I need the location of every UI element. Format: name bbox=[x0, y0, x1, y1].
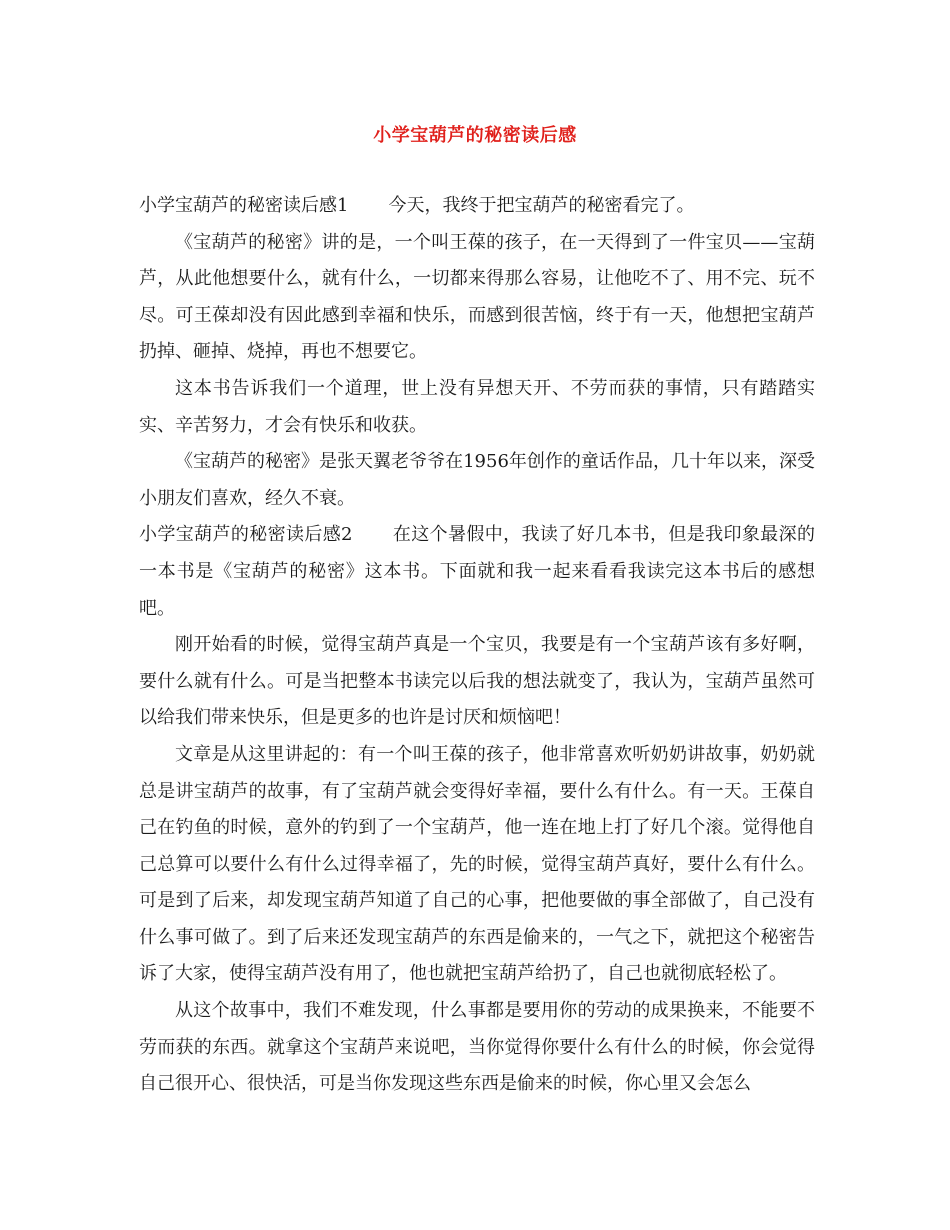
section-1-paragraph-1: 《宝葫芦的秘密》讲的是，一个叫王葆的孩子，在一天得到了一件宝贝——宝葫芦，从此他想要什么，就有什么，一切都来得那么容易，让他吃不了、用不完、玩不尽。可王葆却没有因此感到幸福和快乐，而感到很苦恼，终于有一天，他想把宝葫芦扔掉、砸掉、烧掉，再也不想要它。 bbox=[139, 231, 815, 363]
section-1-paragraph-3: 《宝葫芦的秘密》是张天翼老爷爷在1956年创作的童话作品，几十年以来，深受小朋友们喜欢，经久不衰。 bbox=[139, 451, 815, 509]
section-2-paragraph-1: 刚开始看的时候，觉得宝葫芦真是一个宝贝，我要是有一个宝葫芦该有多好啊，要什么就有什么。可是当把整本书读完以后我的想法就变了，我认为，宝葫芦虽然可以给我们带来快乐，但是更多的也许是讨厌和烦恼吧！ bbox=[139, 634, 815, 729]
section-2-heading: 小学宝葫芦的秘密读后感2 bbox=[139, 524, 353, 546]
document-title: 小学宝葫芦的秘密读后感 bbox=[373, 125, 577, 146]
section-2-heading-line bbox=[139, 517, 815, 627]
section-1-lead: 今天，我终于把宝葫芦的秘密看完了。 bbox=[388, 195, 695, 216]
document-body bbox=[139, 188, 815, 1103]
section-1-heading: 小学宝葫芦的秘密读后感1 bbox=[139, 195, 349, 216]
section-1-heading-line bbox=[139, 188, 815, 225]
section-1-paragraph-2: 这本书告诉我们一个道理，世上没有异想天开、不劳而获的事情，只有踏踏实实、辛苦努力，才会有快乐和收获。 bbox=[139, 377, 815, 436]
section-2-paragraph-3: 从这个故事中，我们不难发现，什么事都是要用你的劳动的成果换来，不能要不劳而获的东西。就拿这个宝葫芦来说吧，当你觉得你要什么有什么的时候，你会觉得自己很开心、很快活，可是当你发现这些东西是偷来的时候，你心里又会怎么 bbox=[139, 1000, 815, 1095]
section-2-paragraph-2: 文章是从这里讲起的：有一个叫王葆的孩子，他非常喜欢听奶奶讲故事，奶奶就总是讲宝葫芦的故事，有了宝葫芦就会变得好幸福，要什么有什么。有一天。王葆自己在钓鱼的时候，意外的钓到了一个宝葫芦，他一连在地上打了好几个滚。觉得他自己总算可以要什么有什么过得幸福了，先的时候，觉得宝葫芦真好，要什么有什么。可是到了后来，却发现宝葫芦知道了自己的心事，把他要做的事全部做了，自己没有什么事可做了。到了后来还发现宝葫芦的东西是偷来的，一气之下，就把这个秘密告诉了大家，使得宝葫芦没有用了，他也就把宝葫芦给扔了，自己也就彻底轻松了。 bbox=[139, 743, 815, 985]
section-2-lead: 在这个暑假中，我读了好几本书，但是我印象最深的一本书是《宝葫芦的秘密》这本书。下面就和我一起来看看我读完这本书后的感想吧。 bbox=[139, 524, 816, 619]
